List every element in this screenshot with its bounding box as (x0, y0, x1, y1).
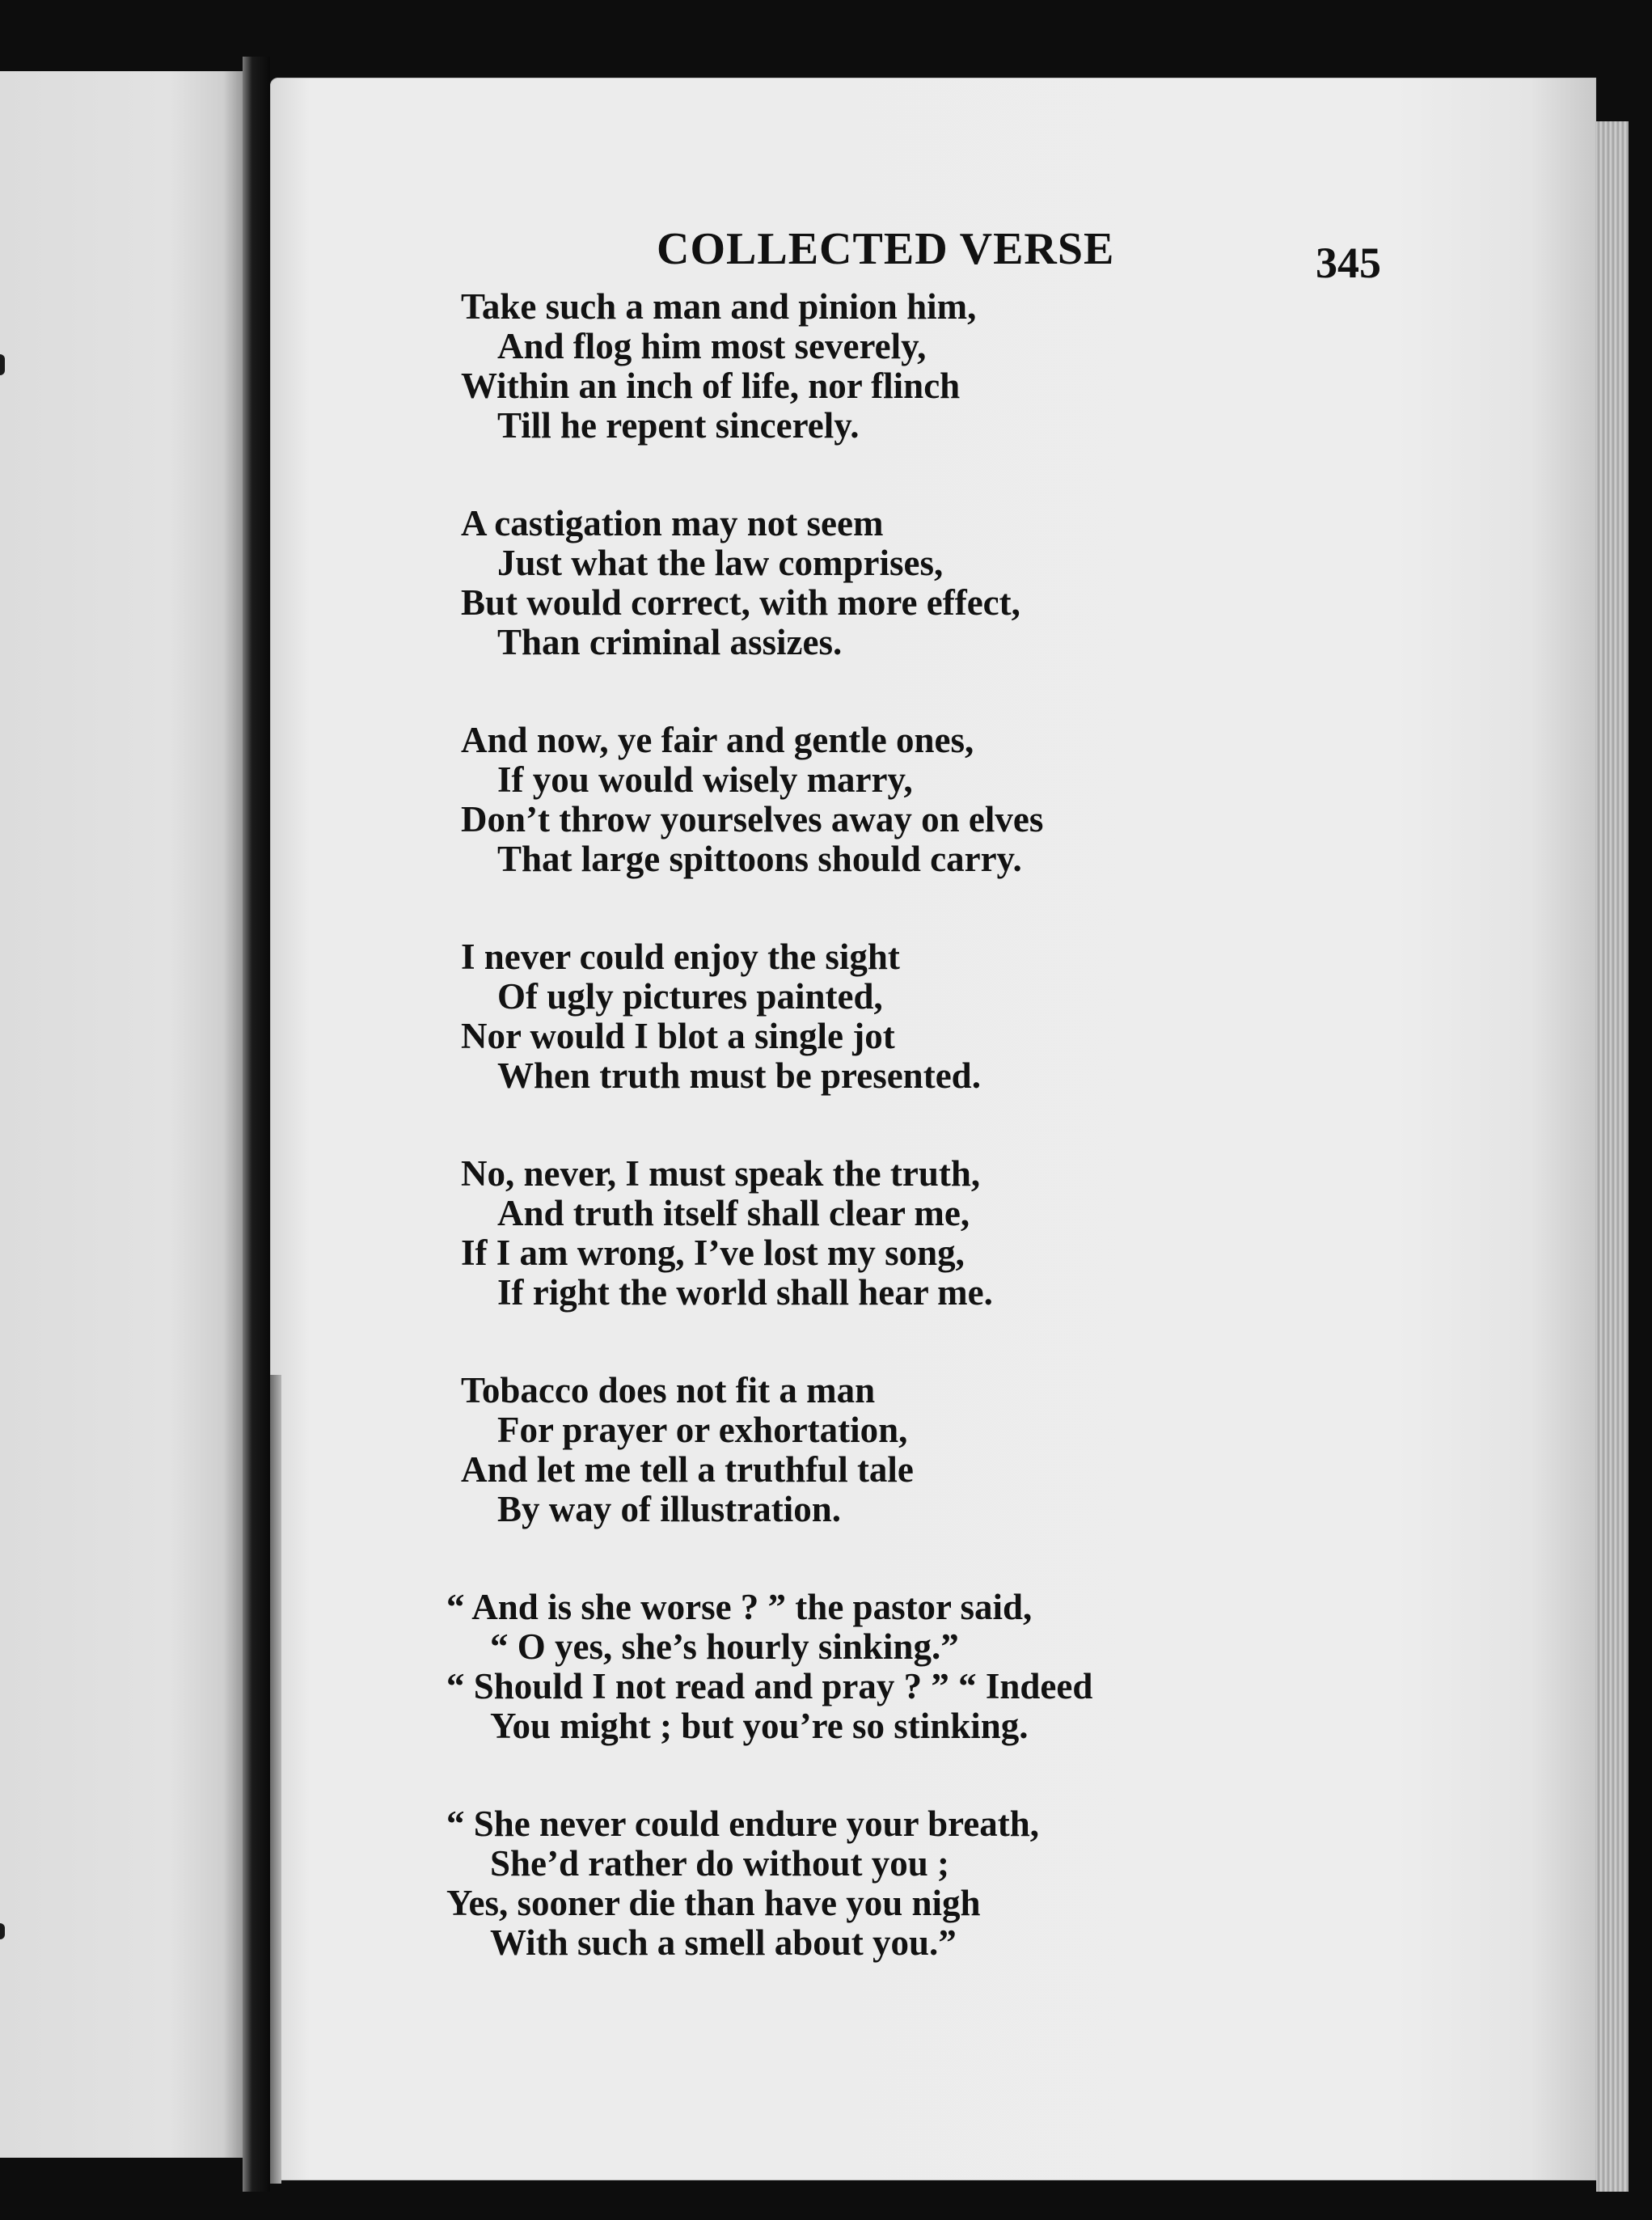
verse-line: That large spittoons should carry. (497, 839, 1022, 879)
verse-line: I never could enjoy the sight (461, 937, 900, 977)
verse-line: Yes, sooner die than have you nigh (446, 1883, 981, 1923)
verse-line: “ O yes, she’s hourly sinking.” (490, 1626, 959, 1667)
page-edge-mark (0, 1923, 5, 1939)
verse-line: “ She never could endure your breath, (446, 1803, 1039, 1844)
stanza (446, 1803, 1270, 2021)
running-head: COLLECTED VERSE (657, 224, 1115, 274)
verse-line: But would correct, with more effect, (461, 582, 1020, 623)
page-edges (1596, 121, 1629, 2192)
verse-line: If right the world shall hear me. (497, 1272, 993, 1313)
book-gutter (243, 57, 270, 2192)
verse-line: Than criminal assizes. (497, 622, 843, 662)
verse-line: No, never, I must speak the truth, (461, 1153, 981, 1194)
poem (446, 286, 1270, 2021)
verse-line: Don’t throw yourselves away on elves (461, 799, 1044, 839)
stanza (461, 287, 1270, 504)
facing-page (0, 71, 243, 2158)
stanza (461, 1371, 1270, 1588)
verse-line: And now, ye fair and gentle ones, (461, 720, 974, 760)
verse-line: For prayer or exhortation, (497, 1410, 908, 1450)
stanza (461, 937, 1270, 1154)
verse-line: If I am wrong, I’ve lost my song, (461, 1233, 965, 1273)
verse-line: A castigation may not seem (461, 503, 884, 543)
verse-line: And truth itself shall clear me, (497, 1193, 970, 1233)
verse-line: “ And is she worse ? ” the pastor said, (446, 1587, 1033, 1627)
verse-line: You might ; but you’re so stinking. (490, 1706, 1029, 1746)
verse-line: When truth must be presented. (497, 1055, 981, 1096)
verse-line: Within an inch of life, nor flinch (461, 366, 961, 406)
verse-line: By way of illustration. (497, 1489, 842, 1529)
verse-line: Take such a man and pinion him, (461, 286, 977, 327)
page-edge-mark (0, 354, 5, 375)
page-number: 345 (1316, 239, 1381, 287)
verse-line: She’d rather do without you ; (490, 1843, 949, 1884)
verse-line: “ Should I not read and pray ? ” “ Indeed (446, 1666, 1093, 1706)
verse-line: Of ugly pictures painted, (497, 976, 883, 1017)
stanza (461, 504, 1270, 721)
verse-line: And let me tell a truthful tale (461, 1449, 914, 1490)
stanza (461, 1154, 1270, 1371)
verse-line: If you would wisely marry, (497, 759, 913, 800)
verse-line: With such a smell about you.” (490, 1922, 957, 1963)
stanza (461, 721, 1270, 937)
verse-line: Nor would I blot a single jot (461, 1016, 895, 1056)
verse-line: Tobacco does not fit a man (461, 1370, 876, 1410)
stanza (446, 1587, 1270, 1804)
verse-line: Till he repent sincerely. (497, 405, 860, 446)
page-shadow (270, 1375, 281, 2184)
verse-line: And flog him most severely, (497, 326, 927, 366)
verse-line: Just what the law comprises, (497, 543, 944, 583)
